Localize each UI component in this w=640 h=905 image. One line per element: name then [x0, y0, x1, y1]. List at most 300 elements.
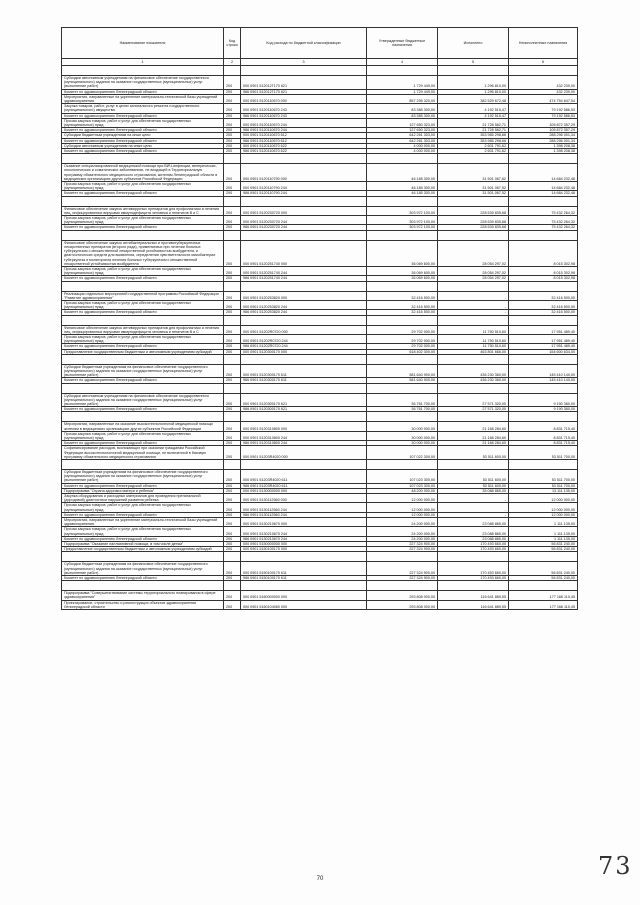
column-number: 1 — [62, 59, 224, 66]
table-row — [62, 393, 578, 407]
row-name-cell: Подпрограмма "Оказание паллиативной помощи, в том числе детям" — [62, 542, 224, 547]
row-executed-cell: 116 641 889,55 — [438, 591, 509, 600]
row-name-cell: Закупка оборудования и расходных материалов для проведения пренатальной (дородовой) диагностики нарушений развития ребенка — [62, 494, 224, 503]
row-unexecuted-cell: 56 831 240,00 — [509, 547, 578, 552]
row-name-cell: Комитет по здравоохранению Ленинградской области — [62, 441, 224, 446]
row-name-cell: Предоставление государственным бюджетным и автономным учреждениям субсидий — [62, 349, 224, 354]
spacer-cell — [62, 154, 224, 164]
row-executed-cell: 28 054 297,02 — [438, 276, 509, 281]
spacer-cell — [62, 196, 224, 206]
spacer-cell — [367, 460, 438, 470]
row-approved-cell: 30 000 000,00 — [367, 441, 438, 446]
row-kbk-cell: 000 0901 5120110670 243 — [241, 104, 367, 113]
row-code-cell: 200 — [224, 94, 241, 103]
row-kbk-cell: 986 0901 51203R4020 611 — [241, 483, 367, 488]
spacer-cell — [438, 315, 509, 325]
row-code-cell: 200 — [224, 488, 241, 493]
column-number: 3 — [241, 59, 367, 66]
row-name-cell: Мероприятия, направленные на укрепление материально-технической базы учреждений здравоохранения — [62, 518, 224, 527]
row-executed-cell: - — [438, 503, 509, 512]
row-kbk-cell: 986 0901 5120300170 621 — [241, 407, 367, 412]
row-kbk-cell: 000 0901 5120310800 244 — [241, 431, 367, 440]
spacer-cell — [224, 154, 241, 164]
row-unexecuted-cell: 474 754 647,54 — [509, 94, 578, 103]
row-unexecuted-cell: 8 015 302,98 — [509, 266, 578, 275]
spacer-cell — [367, 66, 438, 76]
row-code-cell: 200 — [224, 349, 241, 354]
spacer-cell — [438, 154, 509, 164]
row-approved-cell: 857 295 320,00 — [367, 94, 438, 103]
spacer-cell — [224, 315, 241, 325]
row-name-cell: Прочая закупка товаров, работ и услуг для обеспечения государственных (муниципальных) нужд — [62, 216, 224, 225]
table-row — [62, 291, 578, 300]
row-code-cell: 200 — [224, 518, 241, 527]
header-unexecuted: Неисполненные назначения — [509, 28, 578, 59]
table-row — [62, 334, 578, 343]
row-unexecuted-cell: 145 410 140,00 — [509, 364, 578, 378]
row-code-cell: 200 — [224, 470, 241, 484]
spacer-cell — [224, 460, 241, 470]
row-unexecuted-cell: 53 511 700,00 — [509, 483, 578, 488]
row-name-cell: Проектирование, строительство и реконструкция объектов здравоохранения Ленинградской области — [62, 600, 224, 609]
spacer-cell — [224, 281, 241, 291]
row-executed-cell: 463 801 666,00 — [438, 349, 509, 354]
row-code-cell: 200 — [224, 527, 241, 536]
row-name-cell: Предоставление государственным бюджетным и автономным учреждениям субсидий — [62, 547, 224, 552]
spacer-cell — [438, 412, 509, 422]
table-row — [62, 76, 578, 90]
row-code-cell: 200 — [224, 446, 241, 460]
row-code-cell: 200 — [224, 576, 241, 581]
spacer-cell — [509, 230, 578, 240]
table-row — [62, 325, 578, 334]
row-code-cell: 200 — [224, 266, 241, 275]
row-name-cell: Подпрограмма "Охрана здоровья матери и ребенка" — [62, 488, 224, 493]
row-unexecuted-cell: 14 684 232,48 — [509, 191, 578, 196]
spacer-cell — [367, 154, 438, 164]
table-row — [62, 164, 578, 182]
row-approved-cell: 24 200 000,00 — [367, 527, 438, 536]
row-unexecuted-cell: 32 416 500,00 — [509, 291, 578, 300]
row-unexecuted-cell: 8 831 715,40 — [509, 422, 578, 431]
spacer-cell — [62, 315, 224, 325]
row-approved-cell: 12 000 000,00 — [367, 503, 438, 512]
spacer-cell — [509, 460, 578, 470]
spacer-cell — [62, 412, 224, 422]
row-kbk-cell: 000 0901 5120110670 000 — [241, 94, 367, 103]
row-approved-cell: 29 702 000,00 — [367, 325, 438, 334]
row-executed-cell: 31 501 067,62 — [438, 164, 509, 182]
row-code-cell: 200 — [224, 191, 241, 196]
row-approved-cell: 107 023 300,00 — [367, 470, 438, 484]
row-unexecuted-cell: 17 951 489,40 — [509, 344, 578, 349]
row-code-cell: 200 — [224, 206, 241, 215]
row-kbk-cell: 000 0901 5120310800 000 — [241, 422, 367, 431]
spacer-cell — [509, 196, 578, 206]
row-approved-cell: 83 385 300,00 — [367, 104, 438, 113]
row-kbk-cell: 986 0901 5120310800 244 — [241, 441, 367, 446]
row-approved-cell: 36 069 600,00 — [367, 266, 438, 275]
row-unexecuted-cell: 1 111 135,00 — [509, 518, 578, 527]
row-code-cell: 200 — [224, 344, 241, 349]
table-spacer-row — [62, 412, 578, 422]
row-name-cell: Финансовое обеспечение закупок антибактериальных и противотуберкулезных лекарственных препаратов (второго ряда), применяемых при лечении больных туберкулезом с множественной лекарственной устойчивостью возбудителя, и диагностических средств для выявления, определения чувствительности микобактерии туберкулеза и мониторинга лечения больных туберкулезом с множественной лекарственной устойчивостью возбудителя — [62, 240, 224, 266]
row-kbk-cell: 000 0901 5130210670 000 — [241, 518, 367, 527]
row-executed-cell: 11 750 510,60 — [438, 334, 509, 343]
spacer-cell — [367, 230, 438, 240]
row-approved-cell: 24 200 000,00 — [367, 518, 438, 527]
row-unexecuted-cell: 9 190 380,00 — [509, 407, 578, 412]
row-executed-cell: - — [438, 310, 509, 315]
row-code-cell: 200 — [224, 393, 241, 407]
row-name-cell: Комитет по здравоохранению Ленинградской области — [62, 276, 224, 281]
row-kbk-cell: 986 0901 5120300170 611 — [241, 378, 367, 383]
row-kbk-cell: 986 0901 5120110670 612 — [241, 138, 367, 143]
row-approved-cell: 46 185 300,00 — [367, 191, 438, 196]
row-approved-cell: 618 402 300,00 — [367, 349, 438, 354]
row-approved-cell: 30 000 000,00 — [367, 431, 438, 440]
spacer-cell — [62, 460, 224, 470]
row-unexecuted-cell: 8 015 302,98 — [509, 276, 578, 281]
row-approved-cell: 46 185 300,00 — [367, 182, 438, 191]
spacer-cell — [62, 230, 224, 240]
spacer-cell — [224, 412, 241, 422]
spacer-cell — [224, 196, 241, 206]
row-code-cell: 200 — [224, 118, 241, 127]
row-approved-cell: 36 761 700,00 — [367, 407, 438, 412]
column-number: 4 — [367, 59, 438, 66]
row-kbk-cell: 986 0901 5120253820 244 — [241, 310, 367, 315]
row-kbk-cell: 000 0901 5120110790 244 — [241, 182, 367, 191]
row-code-cell: 200 — [224, 378, 241, 383]
row-code-cell: 200 — [224, 104, 241, 113]
row-executed-cell: 1 296 810,00 — [438, 76, 509, 90]
row-executed-cell: - — [438, 512, 509, 517]
row-unexecuted-cell: 8 831 715,40 — [509, 431, 578, 440]
row-name-cell: Прочая закупка товаров, работ и услуг для обеспечения государственных (муниципальных) нужд — [62, 527, 224, 536]
row-executed-cell: 53 511 600,00 — [438, 446, 509, 460]
row-unexecuted-cell: 32 416 500,00 — [509, 300, 578, 309]
row-code-cell: 200 — [224, 76, 241, 90]
row-executed-cell: 382 529 672,48 — [438, 94, 509, 103]
row-name-cell: Прочая закупка товаров, работ и услуг для обеспечения государственных (муниципальных) нужд — [62, 431, 224, 440]
spacer-cell — [241, 230, 367, 240]
row-kbk-cell: 000 0901 5160000000 000 — [241, 591, 367, 600]
spacer-cell — [224, 230, 241, 240]
row-code-cell: 200 — [224, 547, 241, 552]
row-unexecuted-cell: 145 410 140,00 — [509, 378, 578, 383]
row-unexecuted-cell: 53 511 700,00 — [509, 470, 578, 484]
row-code-cell: 200 — [224, 291, 241, 300]
column-number: 6 — [509, 59, 578, 66]
row-unexecuted-cell: 432 239,00 — [509, 89, 578, 94]
row-kbk-cell: 000 0901 5120110670 612 — [241, 133, 367, 138]
row-kbk-cell: 000 0901 5120251740 244 — [241, 266, 367, 275]
row-approved-cell: 48 200 000,00 — [367, 488, 438, 493]
row-executed-cell: 436 230 360,00 — [438, 364, 509, 378]
table-spacer-row — [62, 354, 578, 364]
row-unexecuted-cell: 13 111 135,00 — [509, 488, 578, 493]
row-unexecuted-cell: 14 684 232,48 — [509, 182, 578, 191]
column-number-row — [62, 59, 578, 66]
row-approved-cell: 107 022 300,00 — [367, 446, 438, 460]
spacer-cell — [224, 66, 241, 76]
row-code-cell: 200 — [224, 128, 241, 133]
table-row — [62, 446, 578, 460]
row-code-cell: 200 — [224, 149, 241, 154]
table-row — [62, 266, 578, 275]
spacer-cell — [241, 281, 367, 291]
row-name-cell: Прочая закупка товаров, работ и услуг для обеспечения государственных (муниципальных) нужд — [62, 266, 224, 275]
spacer-cell — [509, 315, 578, 325]
row-kbk-cell: 000 0901 5150000000 000 — [241, 542, 367, 547]
row-unexecuted-cell: 17 951 489,40 — [509, 325, 578, 334]
row-name-cell: Комитет по здравоохранению Ленинградской области — [62, 89, 224, 94]
row-name-cell: Комитет по здравоохранению Ленинградской области — [62, 378, 224, 383]
row-kbk-cell: 000 0901 5130112560 244 — [241, 503, 367, 512]
row-executed-cell: 31 501 067,52 — [438, 191, 509, 196]
table-row — [62, 527, 578, 536]
row-code-cell: 200 — [224, 225, 241, 230]
row-executed-cell: 353 985 298,66 — [438, 133, 509, 138]
row-executed-cell: 170 493 660,00 — [438, 547, 509, 552]
row-code-cell: 200 — [224, 240, 241, 266]
spacer-cell — [367, 552, 438, 562]
row-code-cell: 200 — [224, 300, 241, 309]
row-executed-cell: 28 054 297,02 — [438, 266, 509, 275]
budget-execution-table — [61, 27, 578, 610]
table-spacer-row — [62, 460, 578, 470]
spacer-cell — [438, 354, 509, 364]
spacer-cell — [241, 383, 367, 393]
row-kbk-cell: 000 0901 5150100170 000 — [241, 547, 367, 552]
spacer-cell — [367, 281, 438, 291]
spacer-cell — [62, 552, 224, 562]
row-kbk-cell: 986 0901 5120110670 243 — [241, 113, 367, 118]
row-code-cell: 200 — [224, 512, 241, 517]
row-kbk-cell: 000 0901 5120253820 244 — [241, 300, 367, 309]
row-name-cell: Мероприятия, направленные на укрепление материально-технической базы учреждений здравоохранения — [62, 94, 224, 103]
spacer-cell — [438, 66, 509, 76]
table-body — [62, 66, 578, 610]
table-spacer-row — [62, 581, 578, 591]
row-unexecuted-cell: 105 872 357,29 — [509, 128, 578, 133]
row-kbk-cell: 986 0901 51202R0720 244 — [241, 344, 367, 349]
row-unexecuted-cell: 105 872 357,29 — [509, 118, 578, 127]
row-unexecuted-cell: 154 600 634,00 — [509, 349, 578, 354]
table-row — [62, 600, 578, 609]
row-name-cell: Субсидии автономным учреждениям на иные цели — [62, 143, 224, 148]
row-code-cell: 200 — [224, 600, 241, 609]
row-name-cell: Субсидии автономным учреждениям на финансовое обеспечение государственного (муниципального) задания на оказание государственных (муниципальных) услуг (выполнение работ) — [62, 76, 224, 90]
row-executed-cell: 53 511 600,00 — [438, 483, 509, 488]
spacer-cell — [509, 66, 578, 76]
row-name-cell: Комитет по здравоохранению Ленинградской области — [62, 536, 224, 541]
table-row — [62, 562, 578, 576]
row-code-cell: 200 — [224, 133, 241, 138]
row-unexecuted-cell: 1 398 208,38 — [509, 143, 578, 148]
row-unexecuted-cell: 56 831 240,00 — [509, 542, 578, 547]
row-code-cell: 200 — [224, 364, 241, 378]
spacer-cell — [241, 581, 367, 591]
row-name-cell: Субсидии бюджетным учреждениям на иные цели — [62, 133, 224, 138]
spacer-cell — [509, 281, 578, 291]
spacer-cell — [241, 66, 367, 76]
row-kbk-cell: 000 0901 5130112560 000 — [241, 494, 367, 503]
row-unexecuted-cell: 12 000 000,00 — [509, 503, 578, 512]
row-name-cell: Мероприятия, направленные на оказание высокотехнологичной медицинской помощи жителям в медицинских организациях других субъектов Российской Федерации — [62, 422, 224, 431]
row-executed-cell: 170 493 660,00 — [438, 576, 509, 581]
row-name-cell: Прочая закупка товаров, работ и услуг для обеспечения государственных (муниципальных) нужд — [62, 334, 224, 343]
row-code-cell: 200 — [224, 562, 241, 576]
row-kbk-cell: 000 0901 5160104080 000 — [241, 600, 367, 609]
row-name-cell: Субсидии бюджетным учреждениям на финансовое обеспечение государственного (муниципального) задания на оказание государственных (муниципальных) услуг (выполнение работ) — [62, 562, 224, 576]
table-row — [62, 431, 578, 440]
column-number: 5 — [438, 59, 509, 66]
row-approved-cell: 1 729 449,00 — [367, 89, 438, 94]
row-name-cell: Комитет по здравоохранению Ленинградской области — [62, 149, 224, 154]
row-code-cell: 200 — [224, 113, 241, 118]
row-code-cell: 200 — [224, 591, 241, 600]
row-code-cell: 200 — [224, 216, 241, 225]
row-name-cell: Комитет по здравоохранению Ленинградской области — [62, 225, 224, 230]
table-row — [62, 206, 578, 215]
row-name-cell: Прочая закупка товаров, работ и услуг для обеспечения государственных (муниципальных) нужд — [62, 118, 224, 127]
spacer-cell — [62, 66, 224, 76]
row-unexecuted-cell: 432 239,00 — [509, 76, 578, 90]
spacer-cell — [241, 412, 367, 422]
row-executed-cell: 170 493 660,00 — [438, 562, 509, 576]
row-unexecuted-cell: 12 000 000,00 — [509, 494, 578, 503]
row-name-cell: Прочая закупка товаров, работ и услуг для обеспечения государственных (муниципальных) нужд — [62, 503, 224, 512]
spacer-cell — [241, 354, 367, 364]
table-row — [62, 104, 578, 113]
spacer-cell — [438, 281, 509, 291]
spacer-cell — [224, 552, 241, 562]
table-row — [62, 364, 578, 378]
row-executed-cell: 23 088 865,00 — [438, 536, 509, 541]
row-name-cell: Реализация отдельных мероприятий государственной программы Российской Федерации "Развитие здравоохранения" — [62, 291, 224, 300]
row-approved-cell: 303 972 100,00 — [367, 225, 438, 230]
row-kbk-cell: 986 0901 5130210670 244 — [241, 536, 367, 541]
row-code-cell: 200 — [224, 483, 241, 488]
table-spacer-row — [62, 66, 578, 76]
row-executed-cell: 21 168 284,60 — [438, 422, 509, 431]
row-approved-cell: 4 000 000,00 — [367, 143, 438, 148]
row-kbk-cell: 000 0901 5120110670 244 — [241, 118, 367, 127]
row-kbk-cell: 986 0901 5120110790 244 — [241, 191, 367, 196]
row-approved-cell: 24 200 000,00 — [367, 536, 438, 541]
row-unexecuted-cell: 56 831 240,00 — [509, 562, 578, 576]
row-kbk-cell: 000 0901 51203R4020 000 — [241, 446, 367, 460]
row-executed-cell: 23 088 865,00 — [438, 518, 509, 527]
row-code-cell: 200 — [224, 182, 241, 191]
row-executed-cell: 21 168 284,60 — [438, 431, 509, 440]
row-executed-cell: 21 728 562,71 — [438, 118, 509, 127]
row-approved-cell: 227 324 900,00 — [367, 562, 438, 576]
spacer-cell — [367, 354, 438, 364]
column-number: 2 — [224, 59, 241, 66]
spacer-cell — [62, 354, 224, 364]
spacer-cell — [438, 383, 509, 393]
header-executed: Исполнено — [438, 28, 509, 59]
row-code-cell: 200 — [224, 422, 241, 431]
row-code-cell: 200 — [224, 143, 241, 148]
table-spacer-row — [62, 281, 578, 291]
row-approved-cell: 293 808 000,00 — [367, 591, 438, 600]
row-unexecuted-cell: 1 111 135,00 — [509, 536, 578, 541]
row-approved-cell: 581 640 900,00 — [367, 364, 438, 378]
row-approved-cell: 4 000 000,00 — [367, 149, 438, 154]
spacer-cell — [241, 154, 367, 164]
spacer-cell — [224, 581, 241, 591]
row-unexecuted-cell: 1 111 135,00 — [509, 527, 578, 536]
spacer-cell — [438, 552, 509, 562]
row-executed-cell: 27 571 320,00 — [438, 393, 509, 407]
row-name-cell: Подпрограмма "Совершенствование системы территориального планирования в сфере здравоохранения" — [62, 591, 224, 600]
row-executed-cell: 35 088 865,00 — [438, 488, 509, 493]
row-kbk-cell: 000 0901 51203R4020 611 — [241, 470, 367, 484]
table-spacer-row — [62, 230, 578, 240]
row-approved-cell: 303 972 100,00 — [367, 216, 438, 225]
row-code-cell: 200 — [224, 89, 241, 94]
spacer-cell — [438, 581, 509, 591]
spacer-cell — [367, 581, 438, 591]
row-unexecuted-cell: 177 166 110,45 — [509, 600, 578, 609]
row-approved-cell: 293 808 000,00 — [367, 600, 438, 609]
row-executed-cell: 11 750 510,60 — [438, 325, 509, 334]
row-executed-cell: - — [438, 300, 509, 309]
spacer-cell — [62, 281, 224, 291]
row-executed-cell: 21 728 562,71 — [438, 128, 509, 133]
row-kbk-cell: 000 0901 5120110790 000 — [241, 164, 367, 182]
row-kbk-cell: 000 0901 5120230720 000 — [241, 206, 367, 215]
row-executed-cell: 436 230 360,00 — [438, 378, 509, 383]
spacer-cell — [224, 383, 241, 393]
row-approved-cell: 227 324 900,00 — [367, 547, 438, 552]
row-unexecuted-cell: 177 166 110,45 — [509, 591, 578, 600]
row-executed-cell: 53 511 600,00 — [438, 470, 509, 484]
row-code-cell: 200 — [224, 276, 241, 281]
spacer-cell — [367, 315, 438, 325]
row-code-cell: 200 — [224, 441, 241, 446]
row-executed-cell: 228 539 835,68 — [438, 216, 509, 225]
row-unexecuted-cell: 14 684 232,48 — [509, 164, 578, 182]
row-approved-cell: 29 702 000,00 — [367, 344, 438, 349]
row-name-cell: Финансовое обеспечение закупок антивирусных препаратов для профилактики и лечения лиц, инфицированных вирусами иммунодефицита человека и гепатитов B и C — [62, 206, 224, 215]
row-unexecuted-cell: 8 015 302,98 — [509, 240, 578, 266]
row-kbk-cell: 000 0901 5120251740 000 — [241, 240, 367, 266]
row-unexecuted-cell: 288 296 001,34 — [509, 138, 578, 143]
row-kbk-cell: 000 0901 512012Г170 621 — [241, 76, 367, 90]
row-kbk-cell: 986 0901 5120110670 622 — [241, 149, 367, 154]
row-name-cell: Комитет по здравоохранению Ленинградской области — [62, 344, 224, 349]
row-code-cell: 200 — [224, 310, 241, 315]
row-code-cell: 200 — [224, 536, 241, 541]
row-unexecuted-cell: 9 190 380,00 — [509, 393, 578, 407]
table-row — [62, 503, 578, 512]
table-spacer-row — [62, 552, 578, 562]
row-approved-cell: 12 000 000,00 — [367, 512, 438, 517]
row-name-cell: Финансовое обеспечение закупок антивирусных препаратов для профилактики и лечения лиц, инфицированных вирусами иммунодефицита человека и гепатитов B и C — [62, 325, 224, 334]
row-name-cell: Комитет по здравоохранению Ленинградской области — [62, 310, 224, 315]
row-unexecuted-cell: 56 831 240,00 — [509, 576, 578, 581]
handwritten-page-number: 73 — [598, 852, 633, 880]
row-code-cell: 200 — [224, 503, 241, 512]
row-unexecuted-cell: 8 831 715,40 — [509, 441, 578, 446]
row-approved-cell: 1 729 449,00 — [367, 76, 438, 90]
row-approved-cell: 46 185 300,00 — [367, 164, 438, 182]
